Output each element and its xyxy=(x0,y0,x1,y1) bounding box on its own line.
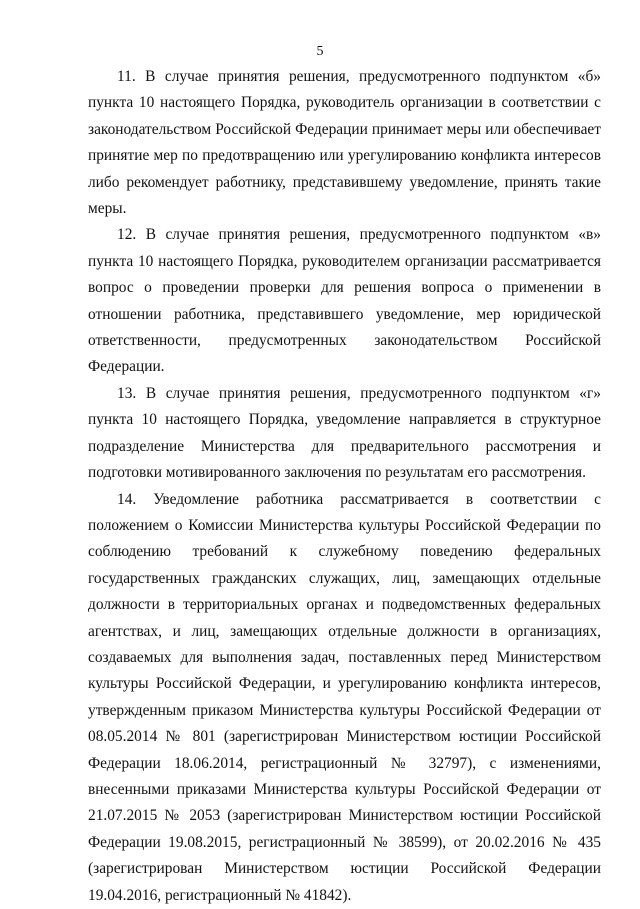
document-body xyxy=(88,64,601,909)
paragraph-12: 12. В случае принятия решения, предусмотренного подпунктом «в» пункта 10 настоящего Порядка, руководителем организации рассматривается вопрос о проведении проверки для решения вопроса о применении в отношении работника, представившего уведомление, мер юридической ответственности, предусмотренных законодательством Российской Федерации. xyxy=(88,222,601,380)
page-number: 5 xyxy=(0,44,640,60)
paragraph-13: 13. В случае принятия решения, предусмотренного подпунктом «г» пункта 10 настоящего Порядка, уведомление направляется в структурное подразделение Министерства для предварительного рассмотрения и подготовки мотивированного заключения по результатам его рассмотрения. xyxy=(88,381,601,487)
paragraph-14: 14. Уведомление работника рассматривается в соответствии с положением о Комиссии Министерства культуры Российской Федерации по соблюдению требований к служебному поведению федеральных государственных гражданских служащих, лиц, замещающих отдельные должности в территориальных органах и подведомственных федеральных агентствах, и лиц, замещающих отдельные должности в организациях, создаваемых для выполнения задач, поставленных перед Министерством культуры Российской Федерации, и урегулированию конфликта интересов, утвержденным приказом Министерства культуры Российской Федерации от 08.05.2014 № 801 (зарегистрирован Министерством юстиции Российской Федерации 18.06.2014, регистрационный № 32797), с изменениями, внесенными приказами Министерства культуры Российской Федерации от 21.07.2015 № 2053 (зарегистрирован Министерством юстиции Российской Федерации 19.08.2015, регистрационный № 38599), от 20.02.2016 № 435 (зарегистрирован Министерством юстиции Российской Федерации 19.04.2016, регистрационный № 41842). xyxy=(88,487,601,909)
paragraph-11: 11. В случае принятия решения, предусмотренного подпунктом «б» пункта 10 настоящего Порядка, руководитель организации в соответствии с законодательством Российской Федерации принимает меры или обеспечивает принятие мер по предотвращению или урегулированию конфликта интересов либо рекомендует работнику, представившему уведомление, принять такие меры. xyxy=(88,64,601,222)
